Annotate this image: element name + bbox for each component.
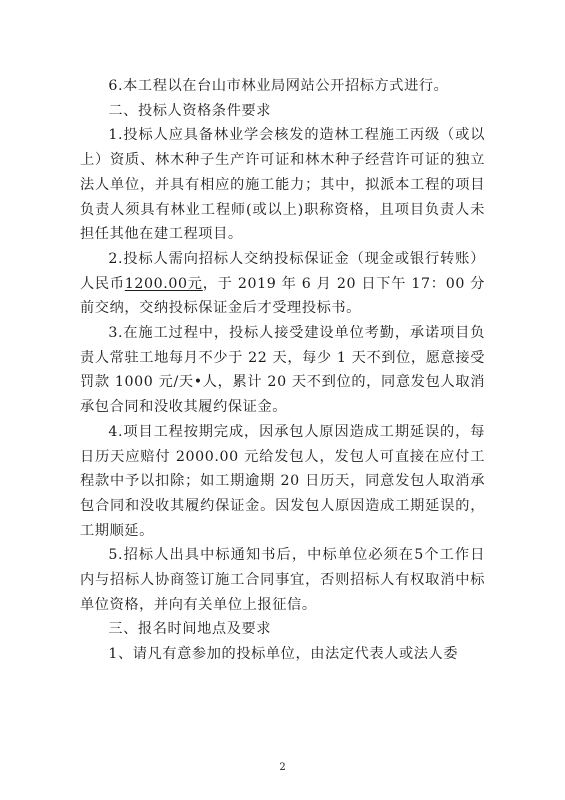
registration-item-1: 1、请凡有意参加的投标单位，由法定代表人或法人委 xyxy=(108,646,459,663)
requirement-3-attendance: 3.在施工过程中，投标人接受建设单位考勤，承诺项目负责人常驻工地每月不少于 22 天，每少 1 天不到位，愿意接受罚款 1000 元/天•人，累计 20 天不到位的，同意发包人取消承包合同和没收其履约保证金。 xyxy=(80,325,485,416)
section-heading-bidder-qualifications: 二、投标人资格条件要求 xyxy=(108,102,272,119)
requirement-2-deposit xyxy=(80,247,485,321)
document-body xyxy=(80,74,485,667)
requirement-1-qualification: 1.投标人应具备林业学会核发的造林工程施工丙级（或以上）资质、林木种子生产许可证和林木种子经营许可证的独立法人单位，并具有相应的施工能力；其中，拟派本工程的项目负责人须具有林业工程师(或以上)职称资格，且项目负责人未担任其他在建工程项目。 xyxy=(80,127,485,243)
page-number: 2 xyxy=(279,762,286,773)
paragraph-tender-method: 6.本工程以在台山市林业局网站公开招标方式进行。 xyxy=(108,78,449,94)
requirement-2-text-end: ，于 2019 年 6 月 20 日下午 17：00 分前交纳，交纳投标保证金后才受理投标书。 xyxy=(80,275,485,317)
requirement-4-schedule: 4.项目工程按期完成，因承包人原因造成工期延误的，每日历天应赔付 2000.00 元给发包人，发包人可直接在应付工程款中予以扣除；如工期逾期 20 日历天，同意发包人取消承包合同和没收其履约保证金。因发包人原因造成工期延误的，工期顺延。 xyxy=(80,423,485,539)
requirement-2-text-start: 2.投标人需向招标人交纳投标保证金（现金或银行转账）人民币 xyxy=(80,250,485,292)
requirement-5-contract: 5.招标人出具中标通知书后，中标单位必须在5个工作日内与招标人协商签订施工合同事宜，否则招标人有权取消中标单位资格，并向有关单位上报征信。 xyxy=(80,547,485,613)
section-heading-registration: 三、报名时间地点及要求 xyxy=(108,621,272,638)
deposit-amount: 1200.00元 xyxy=(124,275,203,292)
